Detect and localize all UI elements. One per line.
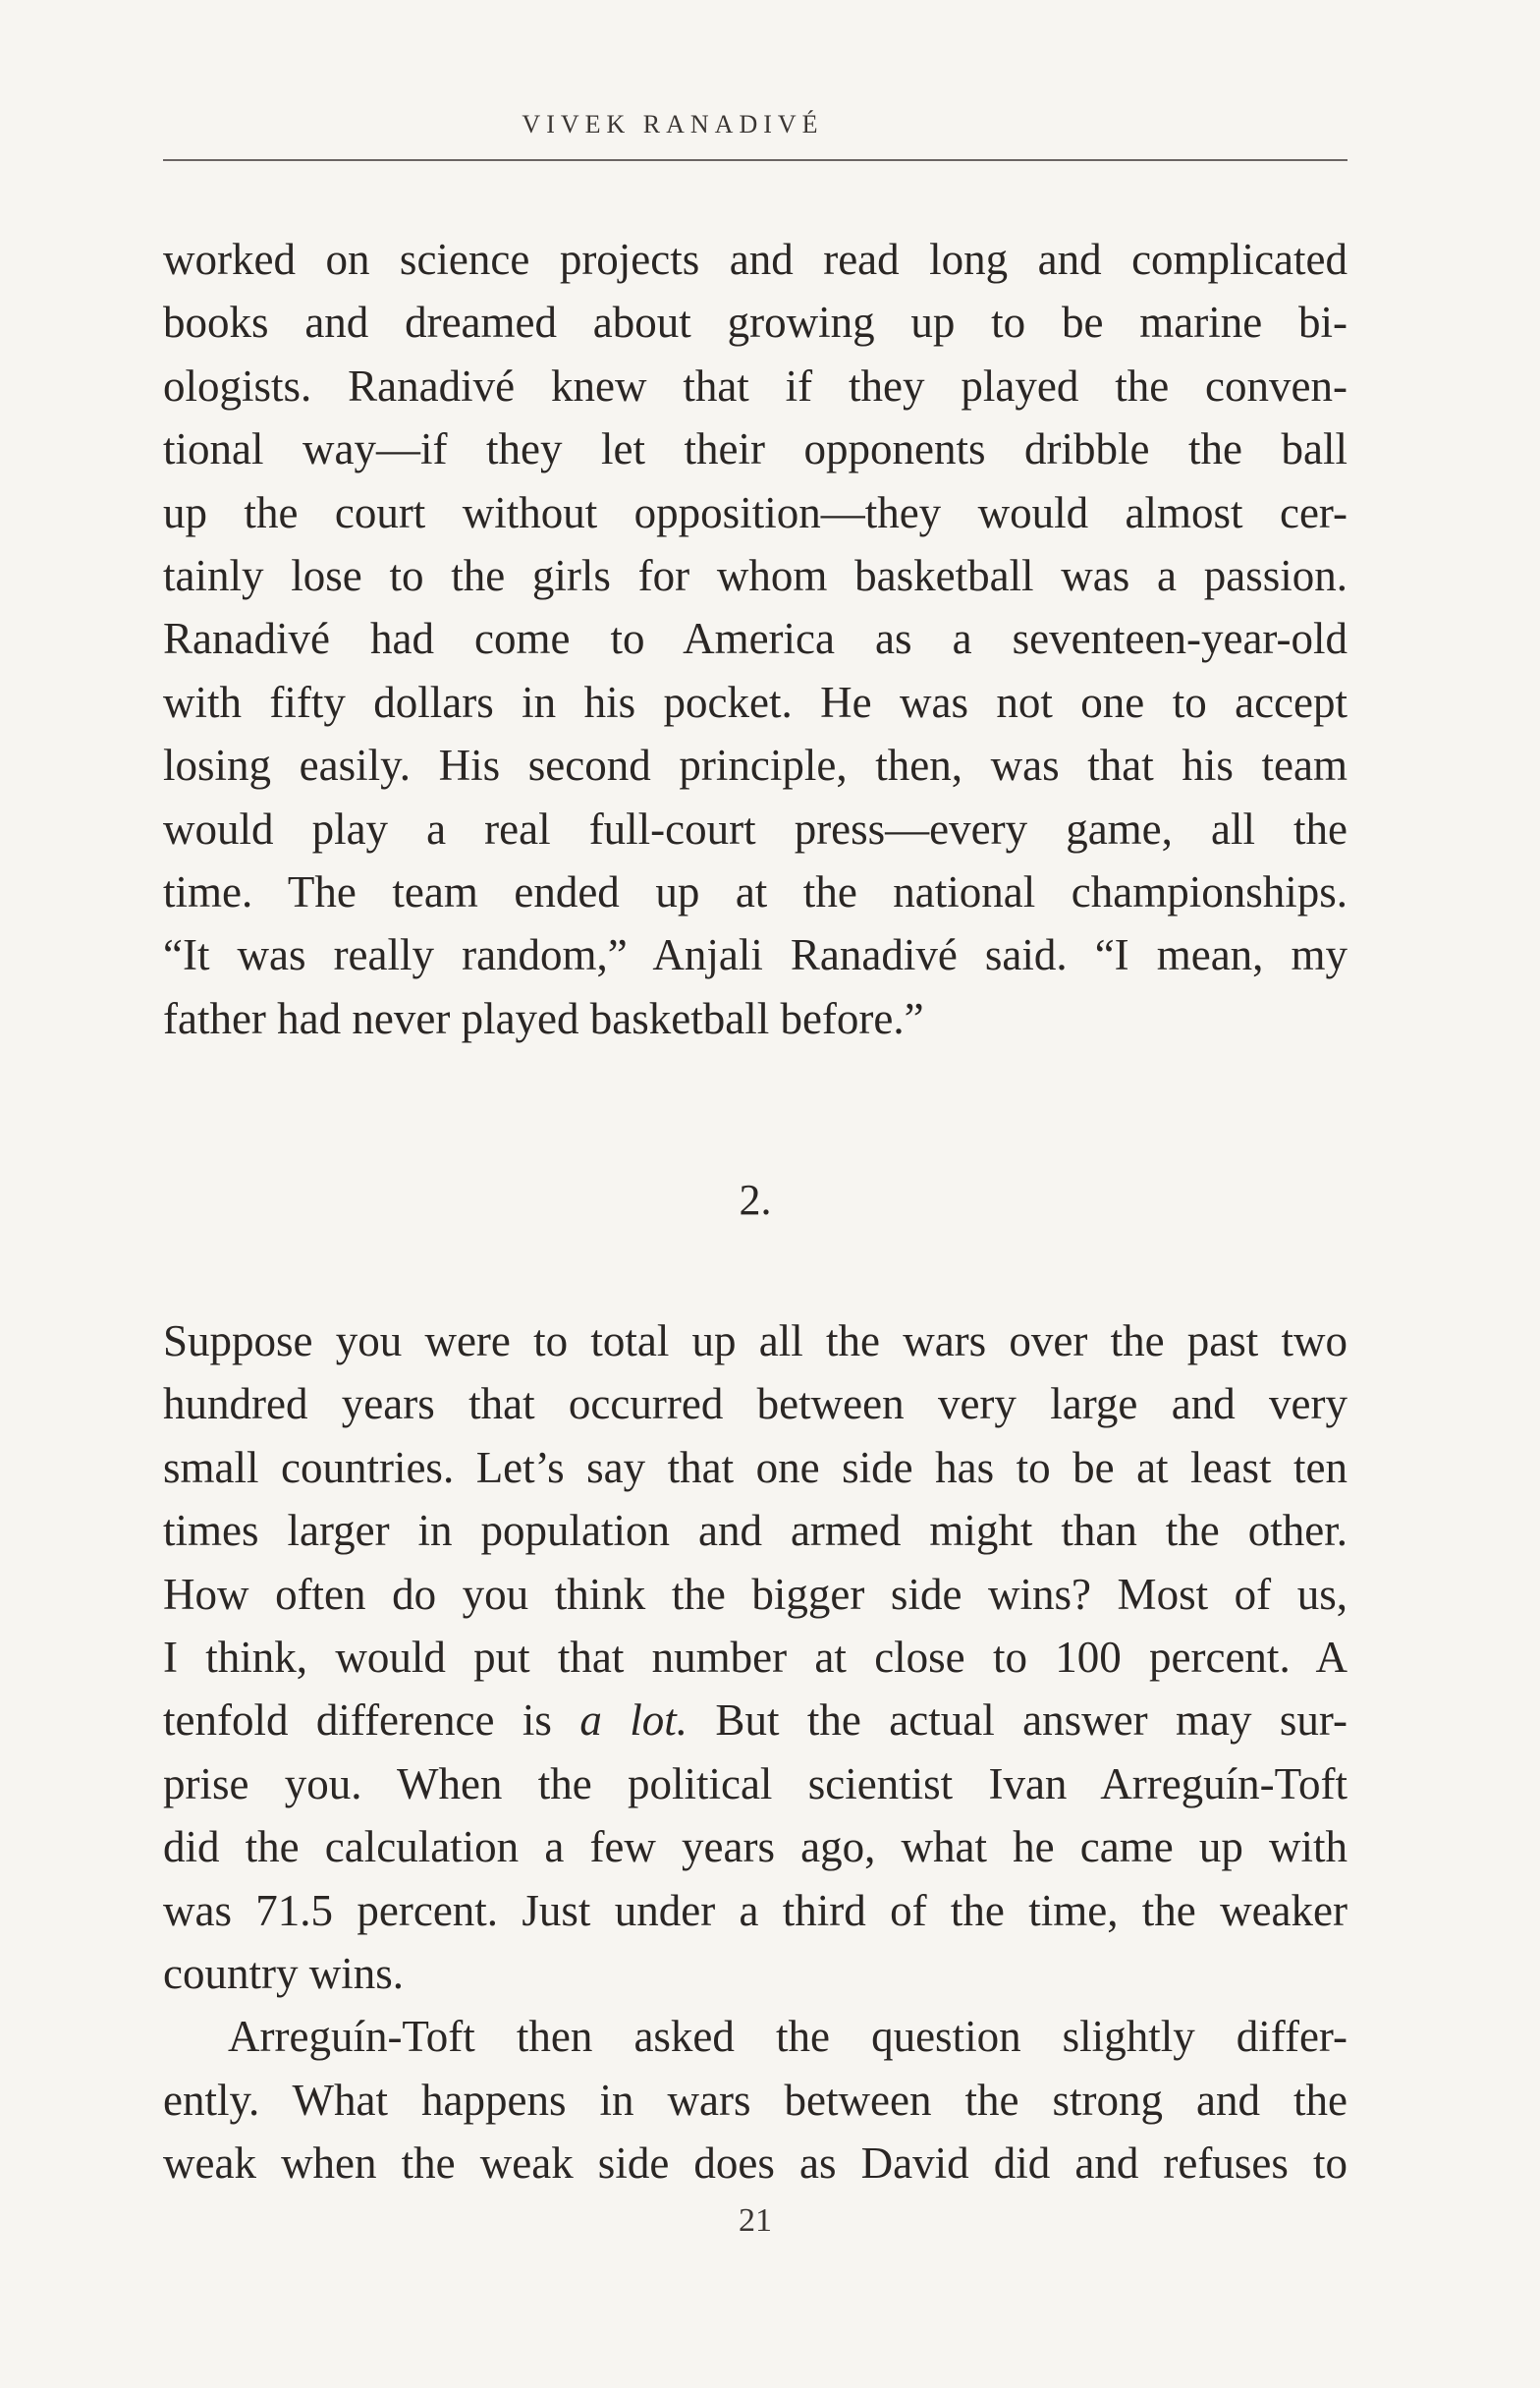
text-line: country wins. bbox=[163, 1948, 404, 1998]
text-line: tainly lose to the girls for whom basketball was a passion. bbox=[163, 550, 1348, 600]
text-line: times larger in population and armed might than the other. bbox=[163, 1506, 1348, 1556]
text-line: worked on science projects and read long and complicated bbox=[163, 235, 1348, 284]
text-line: ologists. Ranadivé knew that if they played the conven- bbox=[163, 361, 1348, 411]
paragraph-wars bbox=[163, 1309, 1348, 2194]
text-line: was 71.5 percent. Just under a third of the time, the weaker bbox=[163, 1885, 1348, 1935]
text-line: would play a real full-court press—every game, all the bbox=[163, 804, 1348, 854]
text-line: “It was really random,” Anjali Ranadivé said. “I mean, my bbox=[163, 930, 1348, 980]
text-line: weak when the weak side does as David did and refuses to bbox=[163, 2138, 1348, 2189]
text-line: books and dreamed about growing up to be marine bi- bbox=[163, 298, 1348, 348]
text-line: I think, would put that number at close to 100 percent. A bbox=[163, 1632, 1348, 1682]
text-line: up the court without opposition—they would almost cer- bbox=[163, 487, 1348, 537]
text-line: time. The team ended up at the national championships. bbox=[163, 866, 1348, 916]
text-line: small countries. Let’s say that one side has to be at least ten bbox=[163, 1442, 1348, 1492]
page-number: 21 bbox=[739, 2202, 772, 2239]
text-line-emphasis bbox=[163, 1689, 1348, 1751]
running-head: VIVEK RANADIVÉ bbox=[522, 110, 824, 139]
text-line: father had never played basketball before.” bbox=[163, 993, 924, 1043]
section-number: 2. bbox=[739, 1176, 772, 1224]
emphasis-text: a lot. bbox=[579, 1695, 688, 1746]
text-fragment: But the actual answer may sur- bbox=[688, 1695, 1348, 1746]
text-line: tional way—if they let their opponents dribble the ball bbox=[163, 424, 1348, 474]
text-line: ently. What happens in wars between the strong and the bbox=[163, 2075, 1348, 2125]
text-line: hundred years that occurred between very large and very bbox=[163, 1379, 1348, 1429]
text-line: How often do you think the bigger side wins? Most of us, bbox=[163, 1569, 1348, 1619]
text-fragment: tenfold difference is bbox=[163, 1695, 580, 1746]
text-line: Suppose you were to total up all the wars over the past two bbox=[163, 1316, 1348, 1365]
text-line: with fifty dollars in his pocket. He was not one to accept bbox=[163, 677, 1348, 727]
text-line: did the calculation a few years ago, what he came up with bbox=[163, 1822, 1348, 1872]
text-line: Arreguín-Toft then asked the question slightly differ- bbox=[228, 2012, 1348, 2062]
text-line: prise you. When the political scientist Ivan Arreguín-Toft bbox=[163, 1758, 1348, 1808]
text-line: losing easily. His second principle, then, was that his team bbox=[163, 741, 1348, 791]
header-rule bbox=[163, 159, 1348, 161]
paragraph-continuation bbox=[163, 228, 1348, 1050]
text-line: Ranadivé had come to America as a seventeen-year-old bbox=[163, 614, 1348, 664]
